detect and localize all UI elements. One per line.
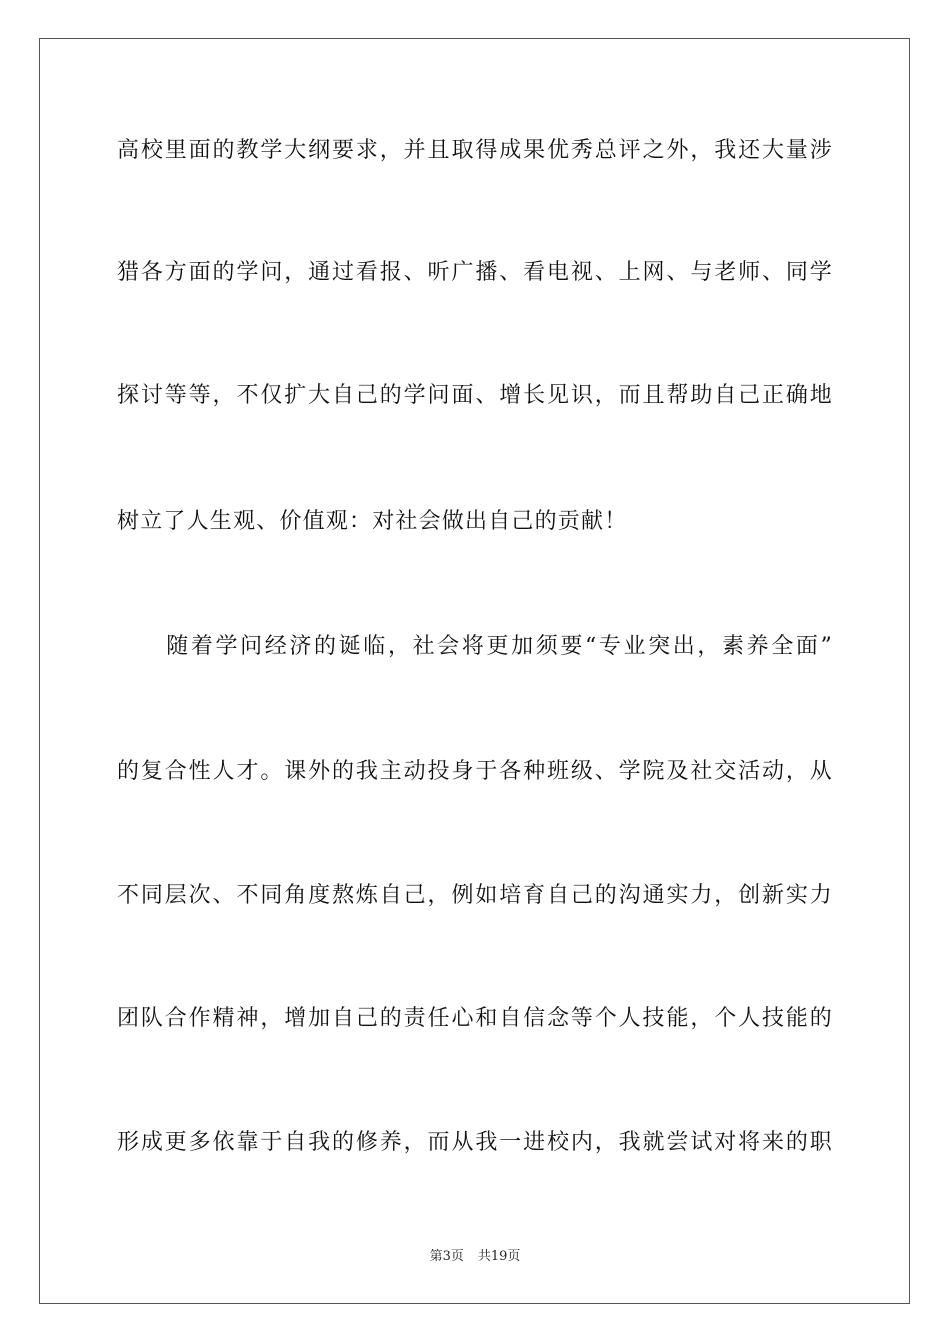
body-line-6: 的复合性人才。课外的我主动投身于各种班级、学院及社交活动，从 <box>117 759 833 784</box>
body-line-5: 随着学问经济的诞临，社会将更加须要“专业突出，素养全面” <box>117 634 833 659</box>
page-border <box>39 38 910 1304</box>
body-line-3: 探讨等等，不仅扩大自己的学问面、增长见识，而且帮助自己正确地 <box>117 383 833 408</box>
body-line-7: 不同层次、不同角度熬炼自己，例如培育自己的沟通实力，创新实力 <box>117 883 833 908</box>
body-line-4: 树立了人生观、价值观：对社会做出自己的贡献！ <box>117 509 628 534</box>
total-pages: 共19页 <box>477 1249 521 1264</box>
body-line-9: 形成更多依靠于自我的修养，而从我一进校内，我就尝试对将来的职 <box>117 1130 833 1155</box>
body-line-2: 猎各方面的学问，通过看报、听广播、看电视、上网、与老师、同学 <box>117 260 833 285</box>
page-footer <box>0 1248 950 1266</box>
page-number: 第3页 <box>429 1249 464 1264</box>
body-line-1: 高校里面的教学大纲要求，并且取得成果优秀总评之外，我还大量涉 <box>117 138 833 163</box>
body-line-8: 团队合作精神，增加自己的责任心和自信念等个人技能，个人技能的 <box>117 1006 833 1031</box>
